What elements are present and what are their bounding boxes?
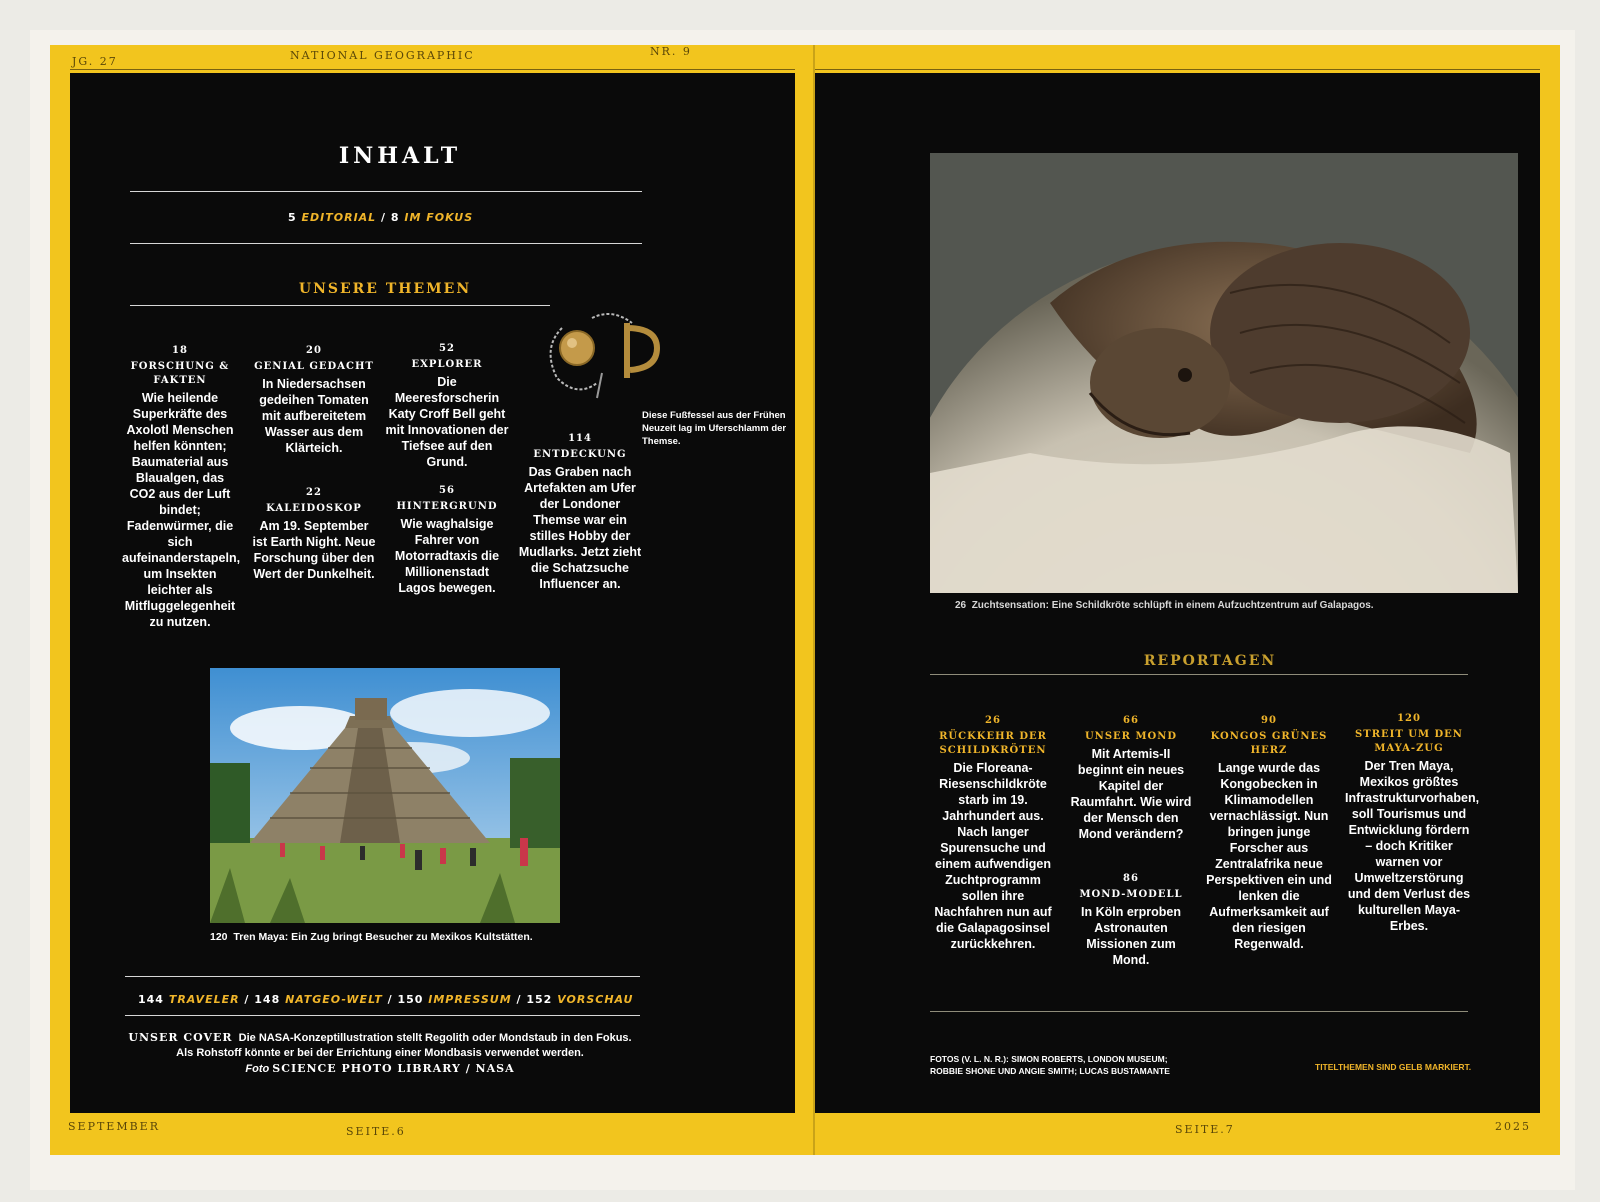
- left-black-panel: [70, 73, 795, 1113]
- theme-item[interactable]: 20 GENIAL GEDACHT In Niedersachsen gedeihen Tomaten mit aufbereitetem Wasser aus dem Klärteich.: [254, 345, 374, 455]
- turtle-hatching-photo: [930, 153, 1518, 593]
- section-title-reportagen: REPORTAGEN: [1143, 653, 1277, 669]
- shackle-image: [532, 298, 682, 408]
- cover-credit: SCIENCE PHOTO LIBRARY / NASA: [272, 1062, 515, 1075]
- cover-label: UNSER COVER: [128, 1031, 233, 1044]
- theme-item[interactable]: 114 ENTDECKUNG Das Graben nach Artefakten am Ufer der Londoner Themse war ein stilles Hobby der Mudlarks. Jetzt zieht die Schatzsuche Influencer an.: [518, 433, 642, 591]
- bottom-links: 144 TRAVELER / 148 NATGEO-WELT / 150 IMPRESSUM / 152 VORSCHAU: [138, 993, 634, 1006]
- running-head-volume: JG. 27: [72, 55, 118, 68]
- footer-month: SEPTEMBER: [68, 1120, 160, 1133]
- report-item[interactable]: 86 MOND-MODELL In Köln erproben Astronauten Missionen zum Mond.: [1079, 873, 1183, 967]
- report-item[interactable]: 90 KONGOS GRÜNES HERZ Lange wurde das Kongobecken in Klimamodellen vernachlässigt. Nun bringen junge Forscher aus Zentralafrika neue Perspektiven ein und lenken die Aufmerksamkeit auf den riesigen Regenwald.: [1206, 715, 1332, 951]
- theme-item[interactable]: 18 FORSCHUNG & FAKTEN Wie heilende Superkräfte des Axolotl Menschen helfen könnten; Baumaterial aus Blaualgen, das CO2 aus der Luft bindet; Fadenwürmer, die sich aufeinanderstapeln, um Insekten leichter als Mitfluggelegenheit zu nutzen.: [122, 345, 241, 629]
- report-item[interactable]: 120 STREIT UM DEN MAYA-ZUG Der Tren Maya, Mexikos größtes Infrastrukturvorhaben, soll Tourismus und Entwicklung fördern – doch Kritiker warnen vor Umweltzerstörung und dem Verlust des kulturellen Maya-Erbes.: [1345, 713, 1480, 933]
- footer-page-left: SEITE.6: [346, 1125, 406, 1138]
- link-vorschau[interactable]: VORSCHAU: [557, 993, 634, 1006]
- left-page: [50, 45, 815, 1155]
- link-editorial[interactable]: EDITORIAL: [301, 211, 377, 224]
- photo-credits: FOTOS (V. L. N. R.): SIMON ROBERTS, LONDON MUSEUM; ROBBIE SHONE UND ANGIE SMITH; LUCAS BUSTAMANTE: [930, 1054, 1170, 1076]
- divider: [130, 305, 550, 306]
- right-black-panel: [815, 73, 1540, 1113]
- footer-page-right: SEITE.7: [1175, 1123, 1235, 1136]
- divider: [130, 191, 642, 192]
- section-title-themen: UNSERE THEMEN: [298, 281, 472, 297]
- title-themes-note: TITELTHEMEN SIND GELB MARKIERT.: [1315, 1062, 1472, 1072]
- top-links: [288, 211, 473, 224]
- shackle-caption: Diese Fußfessel aus der Frühen Neuzeit lag im Uferschlamm der Themse.: [642, 410, 787, 447]
- page-title: INHALT: [338, 143, 462, 169]
- theme-item[interactable]: 22 KALEIDOSKOP Am 19. September ist Earth Night. Neue Forschung über den Wert der Dunkelheit.: [252, 487, 376, 581]
- header-rule: [815, 69, 1540, 70]
- header-rule: [70, 69, 795, 70]
- maya-caption: 120 Tren Maya: Ein Zug bringt Besucher zu Mexikos Kultstätten.: [210, 931, 533, 943]
- running-head-issue: NR. 9: [650, 45, 692, 58]
- link-natgeo-welt[interactable]: NATGEO-WELT: [285, 993, 383, 1006]
- maya-pyramid-photo: [210, 668, 560, 923]
- theme-item[interactable]: 56 HINTERGRUND Wie waghalsige Fahrer von Motorradtaxis die Millionenstadt Lagos bewegen.: [394, 485, 500, 595]
- report-item[interactable]: 26 RÜCKKEHR DER SCHILDKRÖTEN Die Floreana-Riesenschildkröte starb im 19. Jahrhundert aus. Nach langer Spurensuche und einem aufwendigen Zuchtprogramm sollen ihre Nachfahren nun auf die Galapagosinsel zurückkehren.: [934, 715, 1052, 951]
- link-traveler[interactable]: TRAVELER: [168, 993, 240, 1006]
- divider: [125, 1015, 640, 1016]
- cover-note: UNSER COVER Die NASA-Konzeptillustration stellt Regolith oder Mondstaub in den Fokus. Als Rohstoff könnte er bei der Errichtung einer Mondbasis verwendet werden. Foto SCIENCE PHOTO LIBRARY / NASA: [128, 1031, 632, 1075]
- right-page: [815, 45, 1560, 1155]
- divider: [930, 1011, 1468, 1012]
- link-number: 8: [390, 211, 400, 224]
- divider: [930, 674, 1468, 675]
- theme-item[interactable]: 52 EXPLORER Die Meeresforscherin Katy Croff Bell geht mit Innovationen der Tiefsee auf den Grund.: [385, 343, 509, 469]
- link-im-fokus[interactable]: IM FOKUS: [404, 211, 474, 224]
- footer-year: 2025: [1495, 1120, 1531, 1133]
- running-head-magazine: NATIONAL GEOGRAPHIC: [290, 49, 475, 62]
- magazine-spread: [30, 30, 1575, 1190]
- divider: [125, 976, 640, 977]
- separator: /: [381, 211, 387, 224]
- turtle-caption: 26 Zuchtsensation: Eine Schildkröte schlüpft in einem Aufzuchtzentrum auf Galapagos.: [955, 600, 1374, 611]
- report-item[interactable]: 66 UNSER MOND Mit Artemis-II beginnt ein neues Kapitel der Raumfahrt. Wie wird der Mensch den Mond verändern?: [1070, 715, 1192, 841]
- link-impressum[interactable]: IMPRESSUM: [428, 993, 512, 1006]
- link-number: 5: [288, 211, 297, 224]
- divider: [130, 243, 642, 244]
